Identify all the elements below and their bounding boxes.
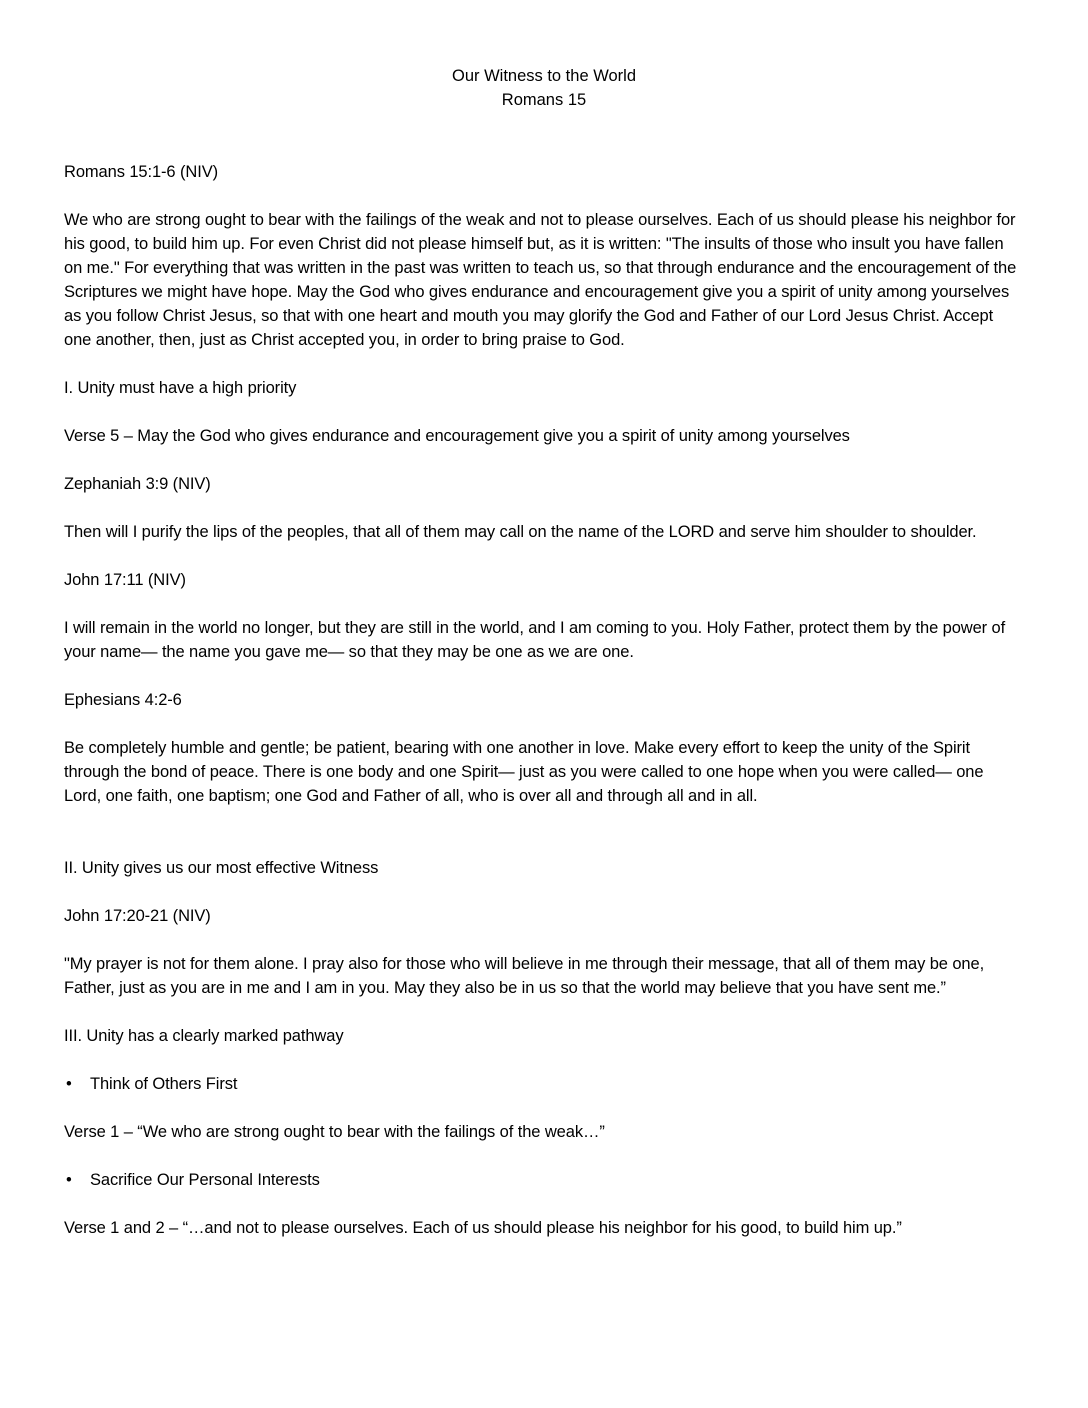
section-heading: II. Unity gives us our most effective Witness bbox=[64, 859, 379, 877]
verse-note: Verse 1 and 2 – “…and not to please ourselves. Each of us should please his neighbor for his good, to build him up.” bbox=[64, 1219, 902, 1237]
scripture-reference: Ephesians 4:2-6 bbox=[64, 691, 182, 709]
bullet-label: Sacrifice Our Personal Interests bbox=[90, 1171, 320, 1189]
section-heading: III. Unity has a clearly marked pathway bbox=[64, 1027, 344, 1045]
verse-note: Verse 1 – “We who are strong ought to bear with the failings of the weak…” bbox=[64, 1123, 605, 1141]
scripture-reference: Zephaniah 3:9 (NIV) bbox=[64, 475, 211, 493]
bullet-label: Think of Others First bbox=[90, 1075, 238, 1093]
verse-note: Verse 5 – May the God who gives endurance and encouragement give you a spirit of unity among yourselves bbox=[64, 427, 850, 445]
bullet-icon: • bbox=[66, 1171, 72, 1189]
scripture-passage: Be completely humble and gentle; be patient, bearing with one another in love. Make every effort to keep the unity of the Spirit through the bond of peace. There is one body and one Spirit— just as you were called to one hope when you were called— one Lord, one faith, one baptism; one God and Father of all, who is over all and through all and in all. bbox=[64, 739, 984, 805]
bullet-icon: • bbox=[66, 1075, 72, 1093]
scripture-passage: Then will I purify the lips of the peoples, that all of them may call on the name of the LORD and serve him shoulder to shoulder. bbox=[64, 523, 977, 541]
title-block bbox=[0, 64, 1088, 112]
scripture-passage: We who are strong ought to bear with the failings of the weak and not to please ourselves. Each of us should please his neighbor for his good, to build him up. For even Christ did not please himself but, as it is written: "The insults of those who insult you have fallen on me." For everything that was written in the past was written to teach us, so that through endurance and the encouragement of the Scriptures we might have hope. May the God who gives endurance and encouragement give you a spirit of unity among yourselves as you follow Christ Jesus, so that with one heart and mouth you may glorify the God and Father of our Lord Jesus Christ. Accept one another, then, just as Christ accepted you, in order to bring praise to God. bbox=[64, 211, 1017, 349]
document-body bbox=[64, 160, 1024, 1264]
scripture-reference: John 17:11 (NIV) bbox=[64, 571, 186, 589]
document-title: Our Witness to the World bbox=[451, 67, 636, 85]
bullet-item bbox=[64, 1168, 1024, 1192]
scripture-reference: Romans 15:1-6 (NIV) bbox=[64, 163, 218, 181]
scripture-passage: "My prayer is not for them alone. I pray also for those who will believe in me through their message, that all of them may be one, Father, just as you are in me and I am in you. May they also be in us so that the world may believe that you have sent me.” bbox=[64, 955, 985, 997]
scripture-reference: John 17:20-21 (NIV) bbox=[64, 907, 211, 925]
section-heading: I. Unity must have a high priority bbox=[64, 379, 297, 397]
document-subtitle: Romans 15 bbox=[501, 91, 587, 109]
bullet-item bbox=[64, 1072, 1024, 1096]
scripture-passage: I will remain in the world no longer, but they are still in the world, and I am coming to you. Holy Father, protect them by the power of your name— the name you gave me— so that they may be one as we are one. bbox=[64, 619, 1006, 661]
